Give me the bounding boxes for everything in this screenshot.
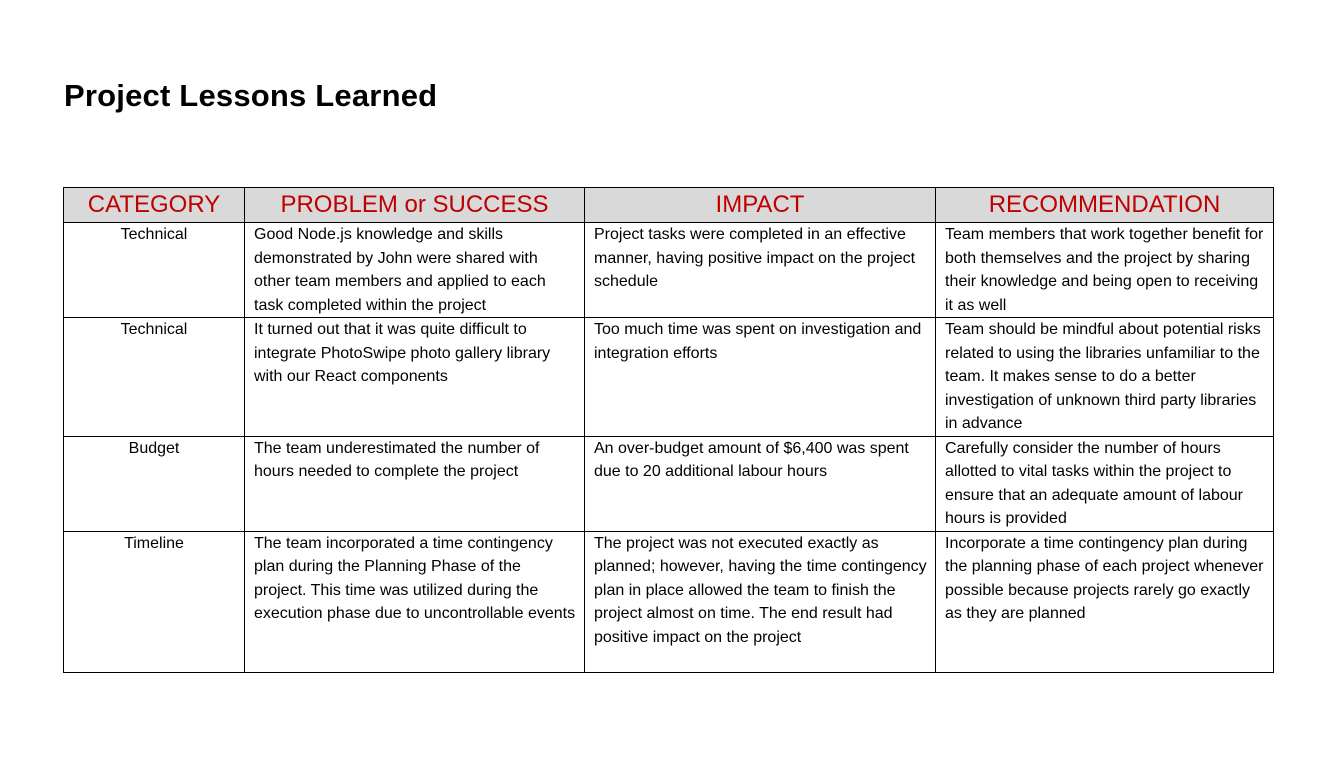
recommendation-cell: Team members that work together benefit for both themselves and the project by sharing their knowledge and being open to receiving it as well <box>936 223 1274 318</box>
impact-cell: The project was not executed exactly as planned; however, having the time contingency plan in place allowed the team to finish the project almost on time. The end result had positive impact on the project <box>585 531 936 672</box>
problem-cell: Good Node.js knowledge and skills demonstrated by John were shared with other team members and applied to each task completed within the project <box>245 223 585 318</box>
problem-cell: The team incorporated a time contingency plan during the Planning Phase of the project. This time was utilized during the execution phase due to uncontrollable events <box>245 531 585 672</box>
table-row <box>64 223 1274 318</box>
header-problem-or-success: PROBLEM or SUCCESS <box>245 188 585 223</box>
table-row <box>64 531 1274 672</box>
category-cell: Timeline <box>64 531 245 672</box>
problem-cell: It turned out that it was quite difficult to integrate PhotoSwipe photo gallery library with our React components <box>245 318 585 437</box>
impact-cell: An over-budget amount of $6,400 was spent due to 20 additional labour hours <box>585 436 936 531</box>
category-cell: Budget <box>64 436 245 531</box>
page-title: Project Lessons Learned <box>64 78 438 113</box>
recommendation-cell: Team should be mindful about potential risks related to using the libraries unfamiliar to the team. It makes sense to do a better investigation of unknown third party libraries in advance <box>936 318 1274 437</box>
table-header-row <box>64 188 1274 223</box>
table-row <box>64 436 1274 531</box>
header-category: CATEGORY <box>64 188 245 223</box>
recommendation-cell: Incorporate a time contingency plan during the planning phase of each project whenever possible because projects rarely go exactly as they are planned <box>936 531 1274 672</box>
recommendation-cell: Carefully consider the number of hours allotted to vital tasks within the project to ensure that an adequate amount of labour hours is provided <box>936 436 1274 531</box>
lessons-learned-table <box>63 187 1274 673</box>
impact-cell: Too much time was spent on investigation and integration efforts <box>585 318 936 437</box>
impact-cell: Project tasks were completed in an effective manner, having positive impact on the project schedule <box>585 223 936 318</box>
header-recommendation: RECOMMENDATION <box>936 188 1274 223</box>
header-impact: IMPACT <box>585 188 936 223</box>
problem-cell: The team underestimated the number of hours needed to complete the project <box>245 436 585 531</box>
table-row <box>64 318 1274 437</box>
category-cell: Technical <box>64 318 245 437</box>
category-cell: Technical <box>64 223 245 318</box>
